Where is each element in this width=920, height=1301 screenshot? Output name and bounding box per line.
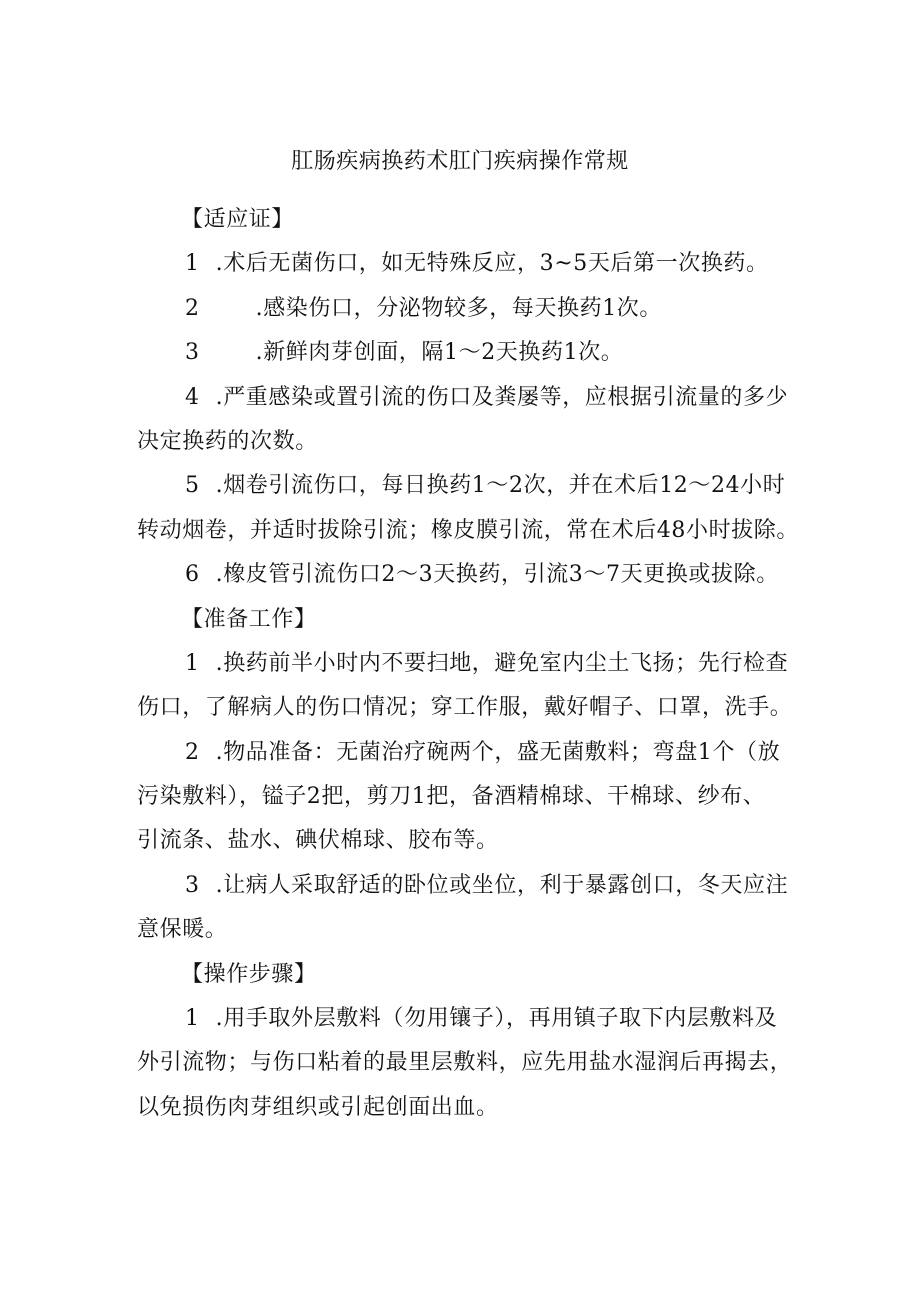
- item-number: 6: [185, 562, 200, 588]
- list-item-continuation: 污染敷料），镒子2把，剪刀1把，备酒精棉球、干棉球、纱布、: [137, 784, 766, 810]
- item-text: .橡皮管引流伤口2～3天换药，引流3～7天更换或拔除。: [215, 562, 779, 588]
- list-item: [137, 553, 817, 597]
- item-text: .烟卷引流伤口，每日换药1～2次，并在术后12～24小时: [215, 473, 786, 499]
- list-item: [137, 997, 817, 1041]
- item-text: .感染伤口，分泌物较多，每天换药1次。: [255, 295, 663, 321]
- list-item: [137, 731, 817, 775]
- item-text: .用手取外层敷料（勿用镶子），再用镇子取下内层敷料及: [215, 1006, 778, 1032]
- item-number: 4: [185, 384, 200, 410]
- item-text: .新鲜肉芽创面，隔1～2天换药1次。: [255, 340, 624, 366]
- list-item-continuation: 决定换药的次数。: [137, 428, 318, 454]
- list-item-continuation: 意保暖。: [137, 917, 228, 943]
- list-item-continuation: 以免损伤肉芽组织或引起创面出血。: [137, 1094, 499, 1120]
- item-number: 1: [185, 1006, 200, 1032]
- list-item-continuation: 转动烟卷，并适时拔除引流；橡皮膜引流，常在术后48小时拔除。: [137, 517, 799, 543]
- item-number: 1: [185, 251, 200, 277]
- list-item-continuation: 外引流物；与伤口粘着的最里层敷料，应先用盐水湿润后再揭去，: [137, 1050, 793, 1076]
- list-item: [137, 331, 817, 375]
- list-item: [137, 464, 817, 508]
- section-heading-indications: 【适应证】: [181, 207, 295, 232]
- page-title: 肛肠疾病换药术肛门疾病操作常规: [291, 149, 629, 174]
- list-item: [137, 864, 817, 908]
- item-number: 2: [185, 295, 200, 321]
- list-item: [137, 376, 817, 420]
- item-number: 2: [185, 739, 200, 765]
- section-heading-steps: 【操作步骤】: [181, 961, 317, 987]
- item-text: .让病人采取舒适的卧位或坐位，利于暴露创口，冬天应注: [215, 872, 789, 898]
- list-item-continuation: 伤口，了解病人的伤口情况；穿工作服，戴好帽子、口罩，洗手。: [137, 695, 793, 721]
- item-number: 1: [185, 650, 200, 676]
- section-heading-preparation: 【准备工作】: [181, 606, 317, 632]
- list-item: [137, 642, 817, 686]
- item-number: 3: [185, 340, 200, 366]
- item-number: 3: [185, 872, 200, 898]
- item-text: .严重感染或置引流的伤口及粪屡等，应根据引流量的多少: [215, 384, 789, 410]
- item-text: .换药前半小时内不要扫地，避免室内尘土飞扬；先行检查: [215, 650, 789, 676]
- document-body: [137, 198, 817, 1130]
- item-text: .术后无菌伤口，如无特殊反应，3~5天后第一次换药。: [215, 251, 769, 277]
- item-number: 5: [185, 473, 200, 499]
- list-item: [137, 242, 817, 286]
- list-item: [137, 287, 817, 331]
- list-item-continuation: 引流条、盐水、碘伏棉球、胶布等。: [137, 828, 499, 854]
- item-text: .物品准备：无菌治疗碗两个，盛无菌敷料；弯盘1个（放: [215, 739, 781, 765]
